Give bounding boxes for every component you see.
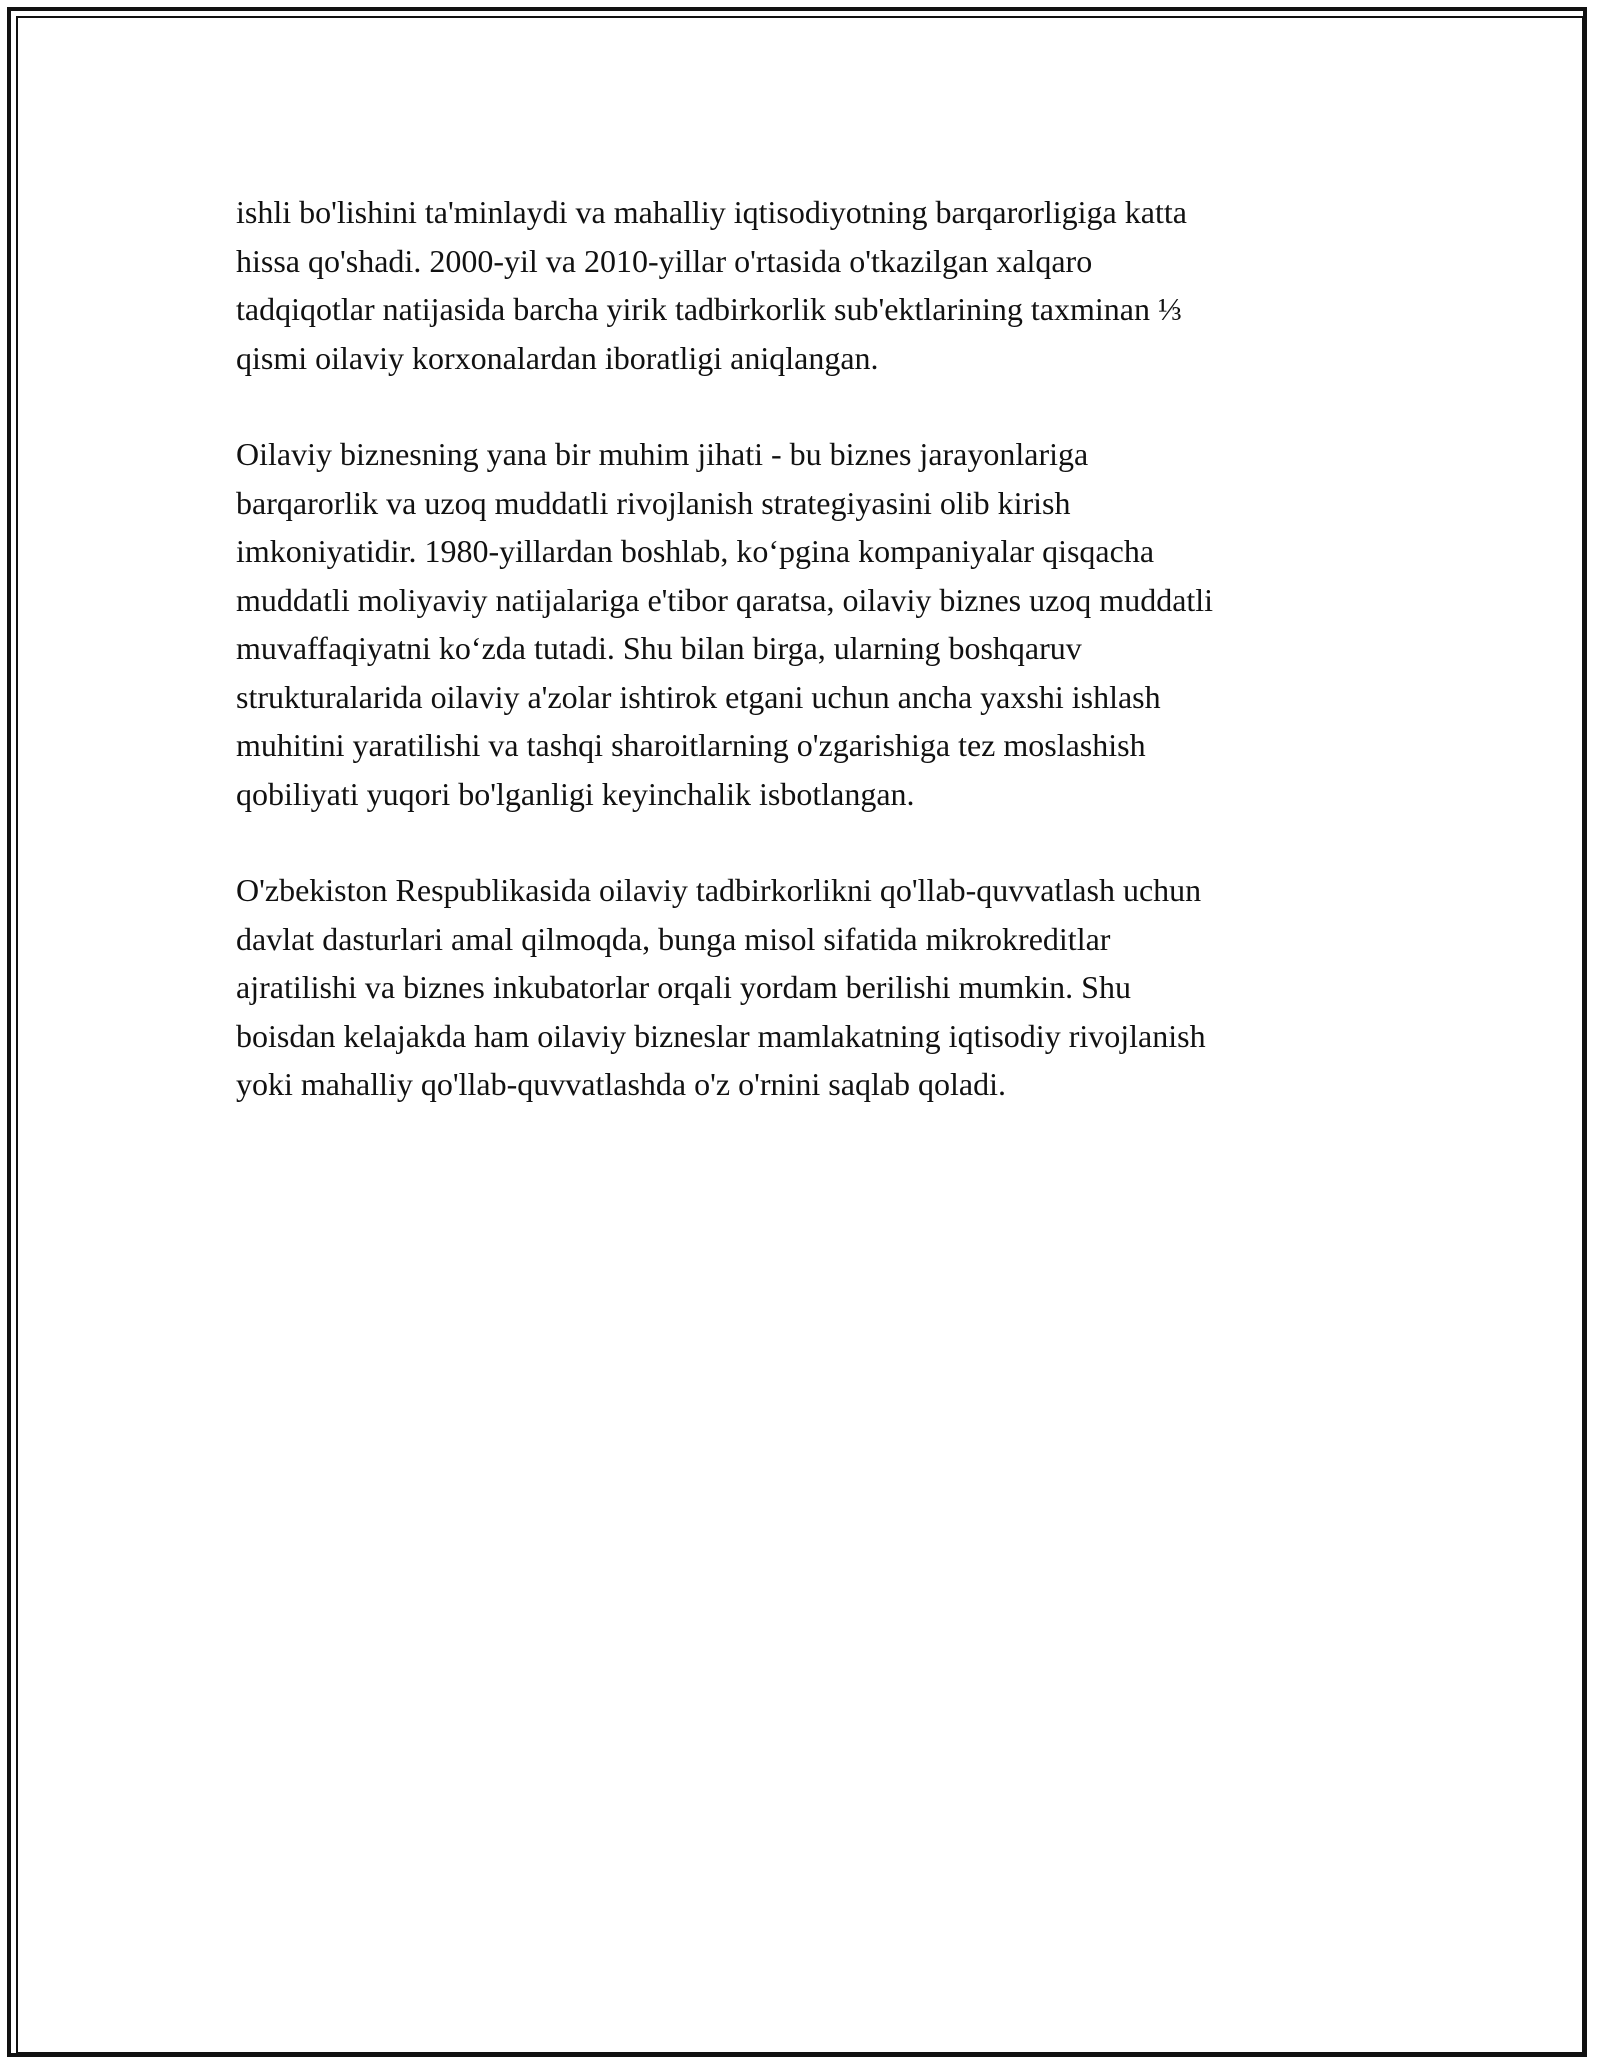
document-body bbox=[236, 188, 1376, 1157]
paragraph-2: Oilaviy biznesning yana bir muhim jihati - bu biznes jarayonlariga barqarorlik va uzoq muddatli rivojlanish strategiyasini olib kirish imkoniyatidir. 1980-yillardan boshlab, ko‘pgina kompaniyalar qisqacha muddatli moliyaviy natijalariga e'tibor qaratsa, oilaviy biznes uzoq muddatli muvaffaqiyatni ko‘zda tutadi. Shu bilan birga, ularning boshqaruv strukturalarida oilaviy a'zolar ishtirok etgani uchun ancha yaxshi ishlash muhitini yaratilishi va tashqi sharoitlarning o'zgarishiga tez moslashish qobiliyati yuqori bo'lganligi keyinchalik isbotlangan. bbox=[236, 436, 1214, 812]
paragraph-1: ishli bo'lishini ta'minlaydi va mahalliy iqtisodiyotning barqarorligiga katta hissa qo'shadi. 2000-yil va 2010-yillar o'rtasida o'tkazilgan xalqaro tadqiqotlar natijasida barcha yirik tadbirkorlik sub'ektlarining taxminan ⅓ qismi oilaviy korxonalardan iboratligi aniqlangan. bbox=[236, 194, 1187, 376]
paragraph-3: O'zbekiston Respublikasida oilaviy tadbirkorlikni qo'llab-quvvatlash uchun davlat dasturlari amal qilmoqda, bunga misol sifatida mikrokreditlar ajratilishi va biznes inkubatorlar orqali yordam berilishi mumkin. Shu boisdan kelajakda ham oilaviy bizneslar mamlakatning iqtisodiy rivojlanish yoki mahalliy qo'llab-quvvatlashda o'z o'rnini saqlab qoladi. bbox=[236, 872, 1206, 1102]
